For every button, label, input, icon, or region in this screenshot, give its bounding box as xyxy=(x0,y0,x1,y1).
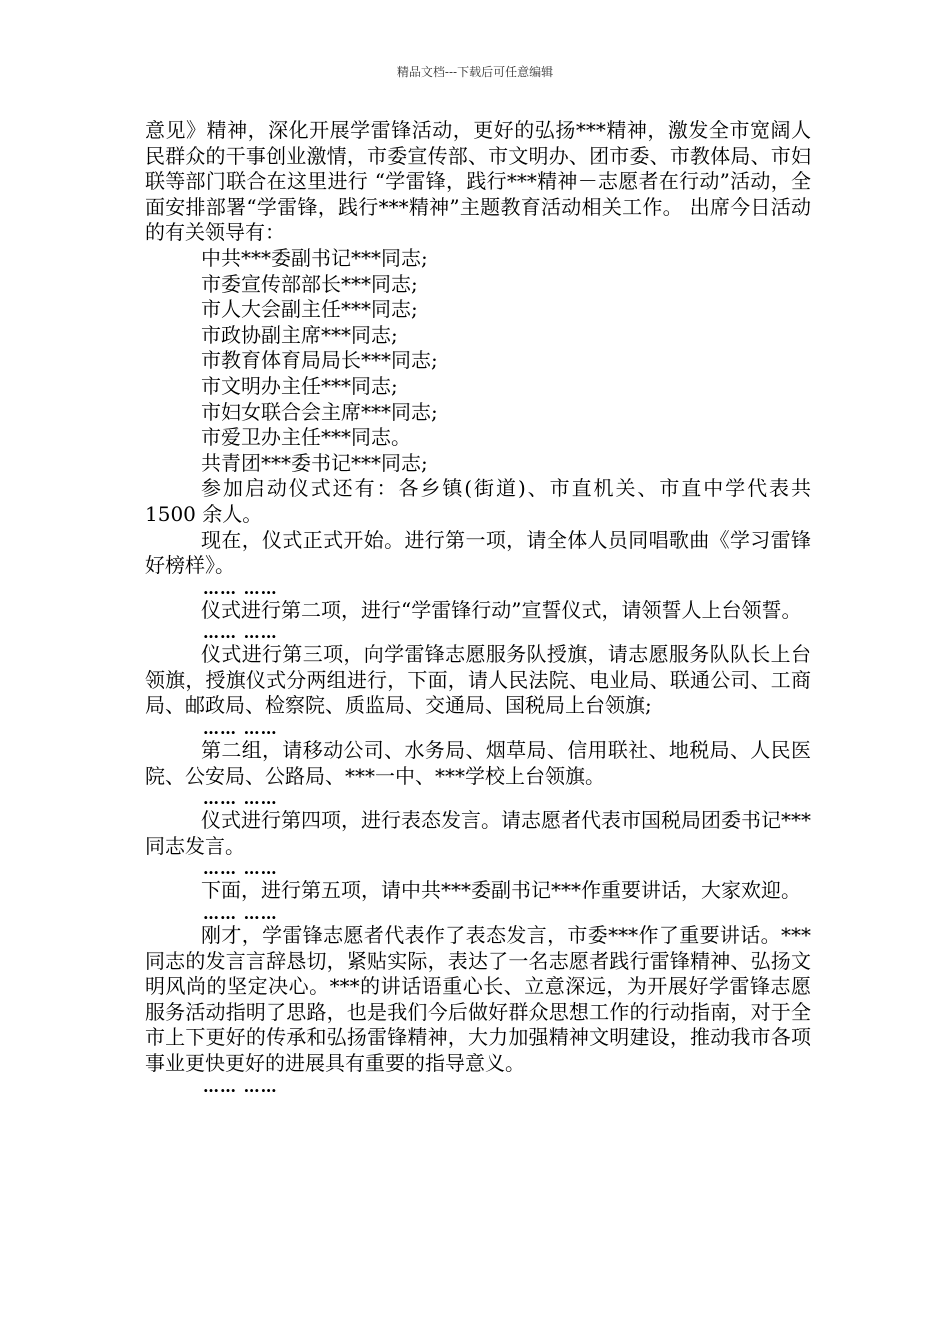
ellipsis-separator: …… …… xyxy=(203,719,278,739)
leader-item: 市人大会副主任***同志; xyxy=(201,297,418,322)
leader-item: 市妇女联合会主席***同志; xyxy=(201,399,438,424)
step3-paragraph: 仪式进行第三项，向学雷锋志愿服务队授旗，请志愿服务队队长上台领旗，授旗仪式分两组进行，下面，请人民法院、电业局、联通公司、工商局、邮政局、检察院、质监局、交通局、国税局上台领旗; xyxy=(145,642,811,718)
leader-item: 市文明办主任***同志; xyxy=(201,373,398,398)
leader-item: 市爱卫办主任***同志。 xyxy=(201,425,411,450)
step5-paragraph: 下面，进行第五项，请中共***委副书记***作重要讲话，大家欢迎。 xyxy=(201,878,801,903)
ellipsis-separator: …… …… xyxy=(203,578,278,598)
participants-paragraph: 参加启动仪式还有：各乡镇(街道)、市直机关、市直中学代表共 1500 余人。 xyxy=(145,476,811,526)
step4-paragraph: 仪式进行第四项，进行表态发言。请志愿者代表市国税局团委书记***同志发言。 xyxy=(145,808,811,858)
leader-item: 市政协副主席***同志; xyxy=(201,322,398,347)
summary-paragraph: 刚才，学雷锋志愿者代表作了表态发言，市委***作了重要讲话。***同志的发言言辞恳切，紧贴实际，表达了一名志愿者践行雷锋精神、弘扬文明风尚的坚定决心。***的讲话语重心长、立意深远，为开展好学雷锋志愿服务活动指明了思路，也是我们今后做好群众思想工作的行动指南，对于全市上下更好的传承和弘扬雷锋精神，大力加强精神文明建设，推动我市各项事业更快更好的进展具有重要的指导意义。 xyxy=(145,923,811,1075)
ellipsis-separator: …… …… xyxy=(203,904,278,924)
ellipsis-separator: …… …… xyxy=(203,623,278,643)
intro-paragraph: 意见》精神，深化开展学雷锋活动，更好的弘扬***精神，激发全市宽阔人民群众的干事创业激情，市委宣传部、市文明办、团市委、市教体局、市妇联等部门联合在这里进行 “学雷锋，践行***精神－志愿者在行动”活动，全面安排部署“学雷锋，践行***精神”主题教育活动相关工作。 出席今日活动的有关领导有： xyxy=(145,118,811,245)
leader-item: 共青团***委书记***同志; xyxy=(201,450,428,475)
page-header: 精品文档---下载后可任意编辑 xyxy=(396,65,554,79)
group2-paragraph: 第二组，请移动公司、水务局、烟草局、信用联社、地税局、人民医院、公安局、公路局、***一中、***学校上台领旗。 xyxy=(145,738,811,788)
step1-paragraph: 现在，仪式正式开始。进行第一项，请全体人员同唱歌曲《学习雷锋好榜样》。 xyxy=(145,527,811,578)
ellipsis-separator: …… …… xyxy=(203,789,278,809)
leader-item: 中共***委副书记***同志; xyxy=(201,245,428,270)
ellipsis-separator: …… …… xyxy=(203,859,278,879)
leader-item: 市教育体育局局长***同志; xyxy=(201,348,438,373)
ellipsis-separator: …… …… xyxy=(203,1076,278,1096)
document-body xyxy=(145,118,811,1096)
step2-paragraph: 仪式进行第二项，进行“学雷锋行动”宣誓仪式，请领誓人上台领誓。 xyxy=(201,597,802,622)
leader-item: 市委宣传部部长***同志; xyxy=(201,271,418,296)
